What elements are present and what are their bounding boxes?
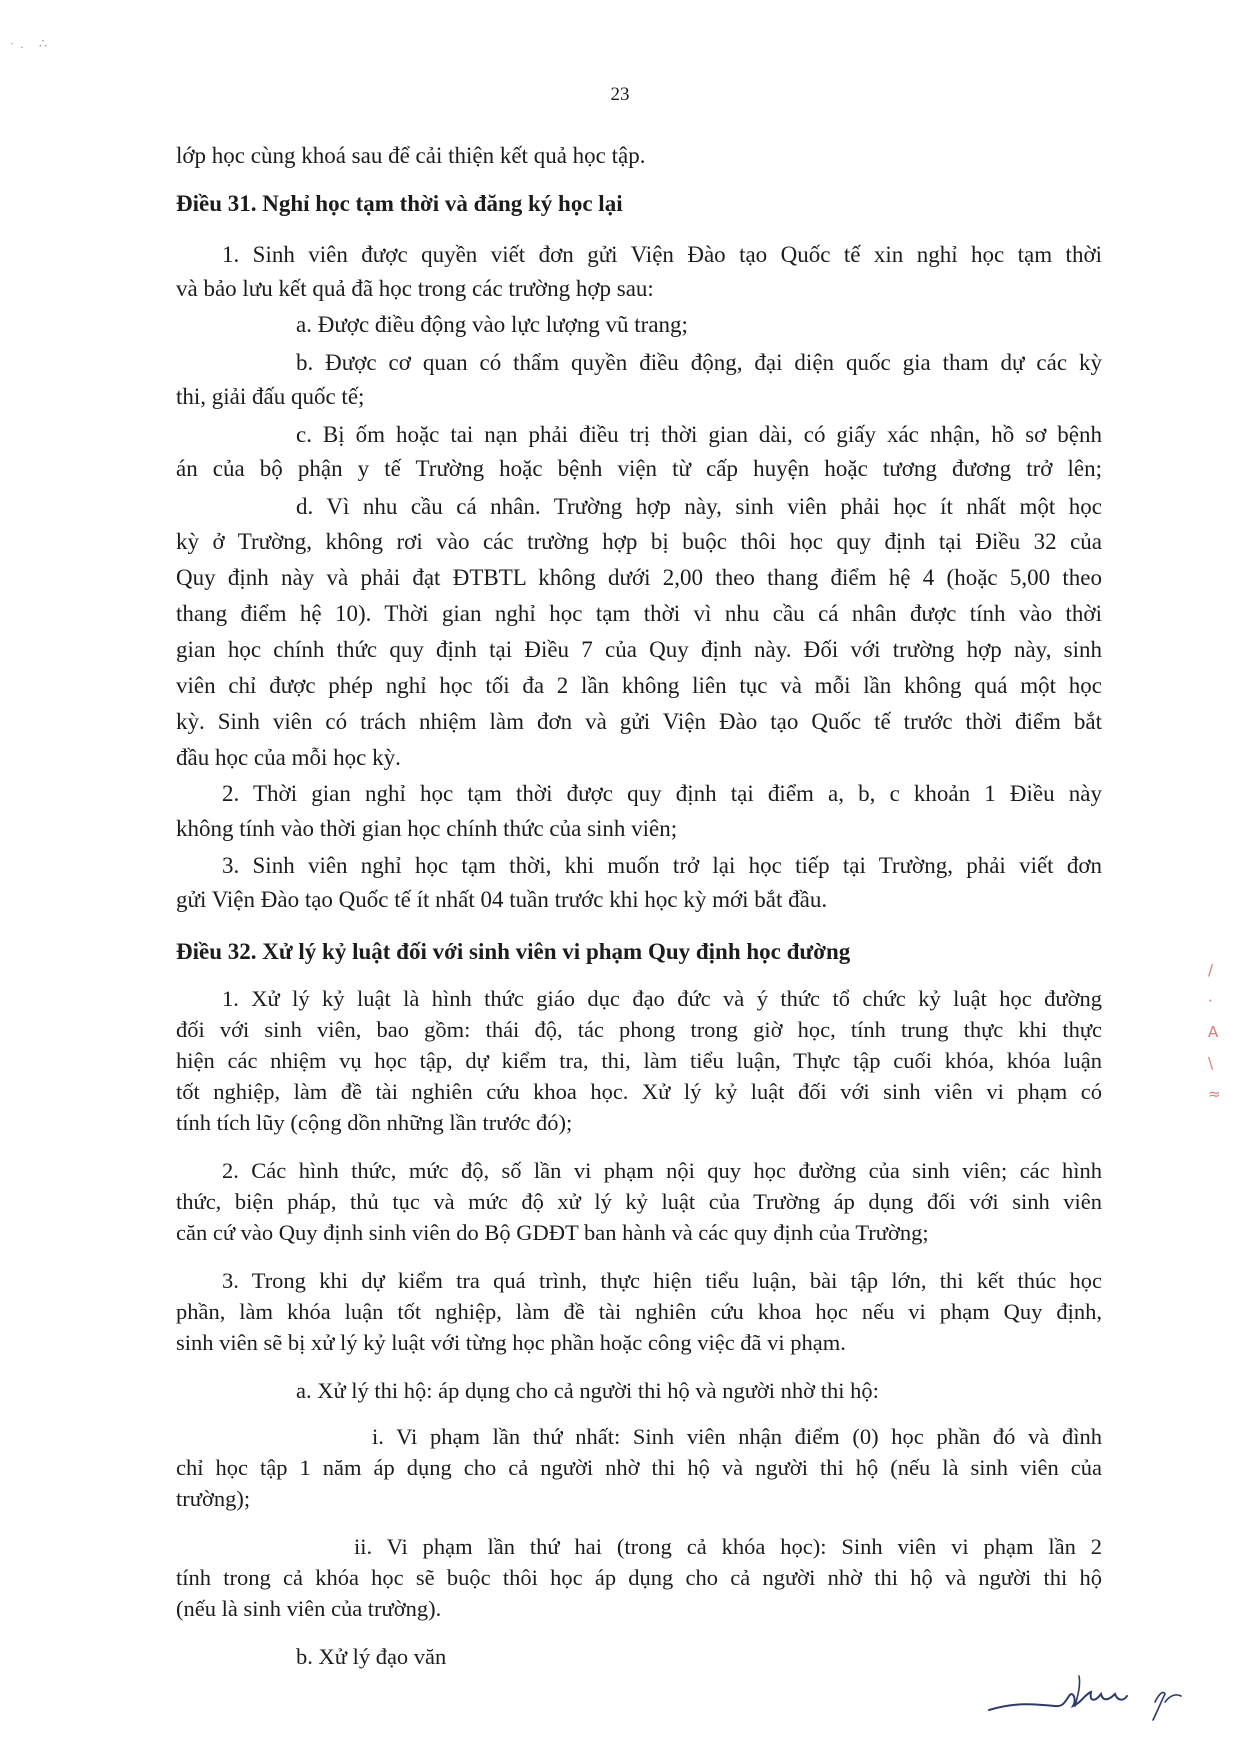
article-32-subpoint-i: i. Vi phạm lần thứ nhất: Sinh viên nhận điểm (0) học phần đó và đình — [372, 1424, 1102, 1449]
margin-scan-marks — [1208, 955, 1232, 1155]
article-32-item-2-cont: căn cứ vào Quy định sinh viên do Bộ GDĐT ban hành và các quy định của Trường; — [176, 1220, 929, 1245]
article-32-item-1-cont: tốt nghiệp, làm đề tài nghiên cứu khoa học. Xử lý kỷ luật đối với sinh viên vi phạm có — [176, 1079, 1102, 1104]
margin-mark: A — [1208, 1023, 1219, 1041]
article-31-item-2: 2. Thời gian nghỉ học tạm thời được quy định tại điểm a, b, c khoản 1 Điều này — [222, 781, 1102, 806]
article-31-item-2-cont: không tính vào thời gian học chính thức của sinh viên; — [176, 816, 678, 841]
article-31-item-1-cont: và bảo lưu kết quả đã học trong các trường hợp sau: — [176, 276, 654, 301]
article-32-item-1-cont: tính tích lũy (cộng dồn những lần trước đó); — [176, 1110, 573, 1135]
article-31-point-d-cont: kỳ. Sinh viên có trách nhiệm làm đơn và gửi Viện Đào tạo Quốc tế trước thời điểm bắt — [176, 709, 1102, 734]
article-32-subpoint-i-cont: trường); — [176, 1486, 251, 1511]
article-31-point-d-cont: kỳ ở Trường, không rơi vào các trường hợp bị buộc thôi học quy định tại Điều 32 của — [176, 529, 1102, 554]
margin-mark: ≈ — [1208, 1085, 1221, 1103]
article-31-point-d-cont: đầu học của mỗi học kỳ. — [176, 745, 401, 770]
article-31-point-b-cont: thi, giải đấu quốc tế; — [176, 384, 365, 409]
article-32-subpoint-ii-cont: tính trong cả khóa học sẽ buộc thôi học áp dụng cho cả người nhờ thi hộ và người thi hộ — [176, 1565, 1102, 1590]
article-31-point-b: b. Được cơ quan có thẩm quyền điều động, đại diện quốc gia tham dự các kỳ — [296, 350, 1102, 375]
article-32-item-3: 3. Trong khi dự kiểm tra quá trình, thực hiện tiểu luận, bài tập lớn, thi kết thúc học — [222, 1268, 1102, 1293]
margin-mark: / — [1208, 961, 1214, 979]
article-31-point-d-cont: viên chỉ được phép nghỉ học tối đa 2 lần không liên tục và mỗi lần không quá một học — [176, 673, 1102, 698]
article-32-item-1-cont: hiện các nhiệm vụ học tập, dự kiểm tra, thi, làm tiểu luận, Thực tập cuối khóa, khóa luận — [176, 1048, 1102, 1073]
article-32-point-b: b. Xử lý đạo văn — [296, 1644, 447, 1669]
article-32-heading: Điều 32. Xử lý kỷ luật đối với sinh viên vi phạm Quy định học đường — [176, 939, 851, 964]
article-31-item-3-cont: gửi Viện Đào tạo Quốc tế ít nhất 04 tuần trước khi học kỳ mới bắt đầu. — [176, 887, 828, 912]
article-31-point-c-cont: án của bộ phận y tế Trường hoặc bệnh viện từ cấp huyện hoặc tương đương trở lên; — [176, 456, 1102, 481]
article-31-point-c: c. Bị ốm hoặc tai nạn phải điều trị thời gian dài, có giấy xác nhận, hồ sơ bệnh — [296, 422, 1102, 447]
article-31-item-1: 1. Sinh viên được quyền viết đơn gửi Viện Đào tạo Quốc tế xin nghỉ học tạm thời — [222, 242, 1102, 267]
article-32-item-1: 1. Xử lý kỷ luật là hình thức giáo dục đạo đức và ý thức tổ chức kỷ luật học đường — [222, 986, 1102, 1011]
article-32-item-3-cont: phần, làm khóa luận tốt nghiệp, làm đề tài nghiên cứu khoa học nếu vi phạm Quy định, — [176, 1299, 1102, 1324]
article-31-point-d: d. Vì nhu cầu cá nhân. Trường hợp này, sinh viên phải học ít nhất một học — [296, 494, 1102, 519]
article-31-heading: Điều 31. Nghỉ học tạm thời và đăng ký học lại — [176, 191, 623, 216]
margin-mark: \ — [1208, 1054, 1214, 1072]
article-31-item-3: 3. Sinh viên nghỉ học tạm thời, khi muốn trở lại học tiếp tại Trường, phải viết đơn — [222, 853, 1102, 878]
article-31-point-d-cont: Quy định này và phải đạt ĐTBTL không dưới 2,00 theo thang điểm hệ 4 (hoặc 5,00 theo — [176, 565, 1102, 590]
article-32-point-a: a. Xử lý thi hộ: áp dụng cho cả người thi hộ và người nhờ thi hộ: — [296, 1378, 879, 1403]
page-number: 23 — [610, 84, 630, 105]
article-32-subpoint-ii: ii. Vi phạm lần thứ hai (trong cả khóa học): Sinh viên vi phạm lần 2 — [354, 1534, 1102, 1559]
article-32-item-3-cont: sinh viên sẽ bị xử lý kỷ luật với từng học phần hoặc công việc đã vi phạm. — [176, 1330, 846, 1355]
article-31-point-a: a. Được điều động vào lực lượng vũ trang; — [296, 312, 688, 337]
margin-mark: · — [1208, 992, 1213, 1010]
scan-specks-top-left: ·. ∴ — [10, 36, 54, 51]
article-32-item-1-cont: đối với sinh viên, bao gồm: thái độ, tác phong trong giờ học, tính trung thực khi thực — [176, 1017, 1102, 1042]
handwritten-initials-signature — [985, 1672, 1200, 1732]
article-31-point-d-cont: gian học chính thức quy định tại Điều 7 của Quy định này. Đối với trường hợp này, sinh — [176, 637, 1102, 662]
continuation-line: lớp học cùng khoá sau để cải thiện kết quả học tập. — [176, 143, 646, 168]
article-32-item-2-cont: thức, biện pháp, thủ tục và mức độ xử lý kỷ luật của Trường áp dụng đối với sinh viên — [176, 1189, 1102, 1214]
article-32-subpoint-ii-cont: (nếu là sinh viên của trường). — [176, 1596, 442, 1621]
article-32-subpoint-i-cont: chỉ học tập 1 năm áp dụng cho cả người nhờ thi hộ và người thi hộ (nếu là sinh viên của — [176, 1455, 1102, 1480]
article-32-item-2: 2. Các hình thức, mức độ, số lần vi phạm nội quy học đường của sinh viên; các hình — [222, 1158, 1102, 1183]
article-31-point-d-cont: thang điểm hệ 10). Thời gian nghỉ học tạm thời vì nhu cầu cá nhân được tính vào thời — [176, 601, 1102, 626]
